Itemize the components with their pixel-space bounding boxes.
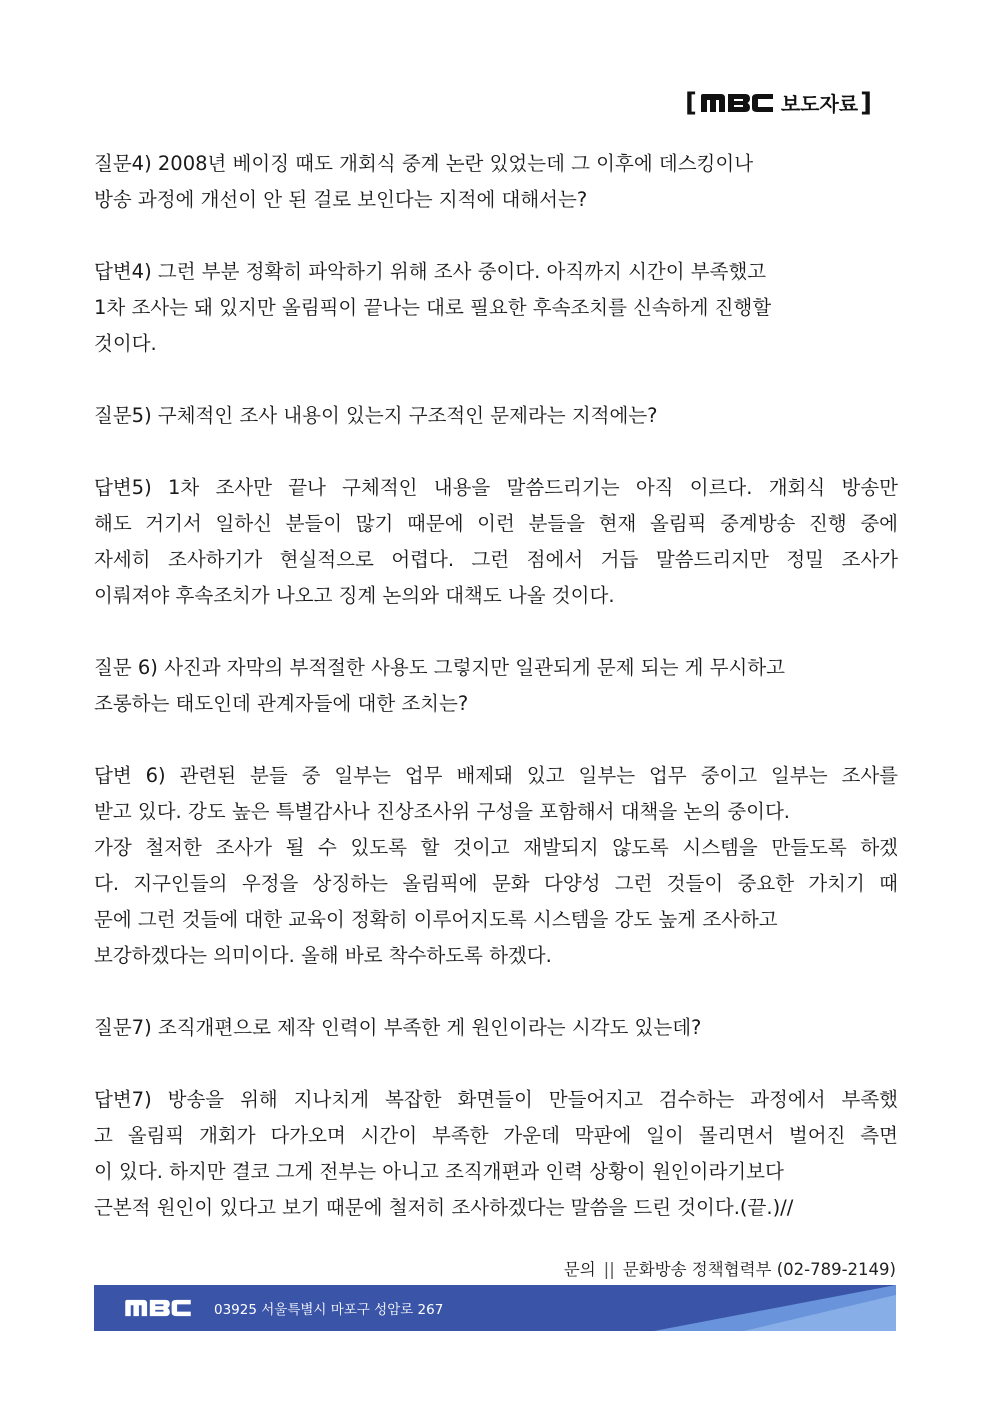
- text-line: 고 올림픽 개회가 다가오며 시간이 부족한 가운데 막판에 일이 몰리면서 벌어진 측면: [94, 1124, 898, 1147]
- text-line: 답변7) 방송을 위해 지나치게 복잡한 화면들이 만들어지고 검수하는 과정에서 부족했: [94, 1088, 898, 1111]
- question-4: [94, 146, 898, 218]
- contact-info: [564, 1256, 896, 1280]
- footer-mbc-logo-mark: [122, 1298, 194, 1318]
- footer-mbc-logo: [122, 1298, 194, 1322]
- answer-4: [94, 254, 898, 362]
- text-line: 답변5) 1차 조사만 끝나 구체적인 내용을 말씀드리기는 아직 이르다. 개회식 방송만: [94, 476, 898, 499]
- header-close-bracket: ]: [860, 87, 872, 118]
- contact-label: 문의: [563, 1260, 596, 1279]
- text-line: 근본적 원인이 있다고 보기 때문에 철저히 조사하겠다는 말씀을 드린 것이다.(끝.)//: [94, 1196, 794, 1219]
- question-6: [94, 650, 898, 722]
- text-line: 1차 조사는 돼 있지만 올림픽이 끝나는 대로 필요한 후속조치를 신속하게 진행할: [94, 296, 772, 319]
- text-line: 받고 있다. 강도 높은 특별감사나 진상조사위 구성을 포함해서 대책을 논의 중이다.: [94, 800, 791, 823]
- text-line: 질문5) 구체적인 조사 내용이 있는지 구조적인 문제라는 지적에는?: [94, 404, 658, 427]
- text-line: 가장 철저한 조사가 될 수 있도록 할 것이고 재발되지 않도록 시스템을 만들도록 하겠: [94, 836, 898, 859]
- footer-address: 03925 서울특별시 마포구 성암로 267: [214, 1302, 444, 1318]
- text-line: 것이다.: [94, 332, 157, 355]
- document-body: [94, 146, 898, 1262]
- press-release-header: [685, 88, 872, 117]
- answer-6: [94, 758, 898, 974]
- contact-separator: ||: [603, 1260, 615, 1279]
- text-line: 이뤄져야 후속조치가 나오고 징계 논의와 대책도 나올 것이다.: [94, 584, 615, 607]
- text-line: 해도 거기서 일하신 분들이 많기 때문에 이런 분들을 현재 올림픽 중계방송 진행 중에: [94, 512, 898, 535]
- text-line: 이 있다. 하지만 결코 그게 전부는 아니고 조직개편과 인력 상황이 원인이라기보다: [94, 1160, 784, 1183]
- text-line: 방송 과정에 개선이 안 된 걸로 보인다는 지적에 대해서는?: [94, 188, 588, 211]
- text-line: 보강하겠다는 의미이다. 올해 바로 착수하도록 하겠다.: [94, 944, 552, 967]
- question-7: [94, 1010, 898, 1046]
- mbc-logo-mark: [699, 92, 775, 114]
- text-line: 질문 6) 사진과 자막의 부적절한 사용도 그렇지만 일관되게 문제 되는 게 무시하고: [94, 656, 785, 679]
- header-label: 보도자료: [780, 92, 859, 116]
- header-open-bracket: [: [684, 87, 697, 118]
- text-line: 질문7) 조직개편으로 제작 인력이 부족한 게 원인이라는 시각도 있는데?: [94, 1016, 702, 1039]
- footer-bar: [94, 1285, 896, 1331]
- mbc-logo: [699, 92, 775, 114]
- answer-7: [94, 1082, 898, 1226]
- question-5: [94, 398, 898, 434]
- text-line: 답변 6) 관련된 분들 중 일부는 업무 배제돼 있고 일부는 업무 중이고 일부는 조사를: [94, 764, 898, 787]
- text-line: 질문4) 2008년 베이징 때도 개회식 중계 논란 있었는데 그 이후에 데스킹이나: [94, 152, 754, 175]
- text-line: 조롱하는 태도인데 관계자들에 대한 조치는?: [94, 692, 469, 715]
- contact-department: 문화방송 정책협력부 (02-789-2149): [622, 1260, 896, 1279]
- text-line: 답변4) 그런 부분 정확히 파악하기 위해 조사 중이다. 아직까지 시간이 부족했고: [94, 260, 767, 283]
- text-line: 자세히 조사하기가 현실적으로 어렵다. 그런 점에서 거듭 말씀드리지만 정밀 조사가: [94, 548, 898, 571]
- answer-5: [94, 470, 898, 614]
- text-line: 문에 그런 것들에 대한 교육이 정확히 이루어지도록 시스템을 강도 높게 조사하고: [94, 908, 778, 931]
- text-line: 다. 지구인들의 우정을 상징하는 올림픽에 문화 다양성 그런 것들이 중요한 가치기 때: [94, 872, 898, 895]
